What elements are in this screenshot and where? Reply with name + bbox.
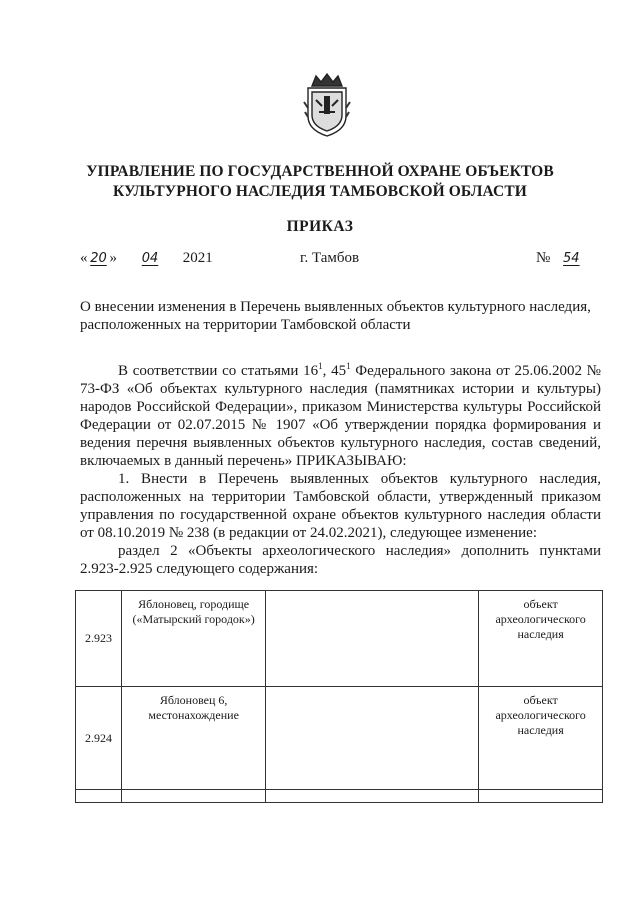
quote-open: «	[80, 250, 88, 266]
table-row-partial	[76, 790, 603, 803]
order-city: г. Тамбов	[300, 250, 360, 266]
handwritten-day: 20	[90, 251, 107, 266]
table-row	[76, 591, 603, 687]
p1-sup-2: 1	[346, 361, 351, 371]
order-subject: О внесении изменения в Перечень выявленных объектов культурного наследия, расположенных на территории Тамбовской области	[80, 299, 591, 333]
object-category: объект археологического наследия	[479, 687, 603, 790]
partial-cell	[76, 790, 122, 803]
order-year: 2021	[182, 250, 213, 266]
partial-cell	[121, 790, 266, 803]
p1-text-c: Федерального закона от 25.06.2002 № 73-ФЗ «Об объектах культурного наследия (памятниках истории и культуры) народов Российской Федерации», приказом Министерства культуры Российской Федерации от 02.07.2015 № 1907 «Об утверждении порядка формирования и ведения перечня выявленных объектов культурного наследия, состав сведений, включаемых в данный перечень» ПРИКАЗЫВАЮ:	[80, 363, 601, 469]
coat-of-arms-emblem	[302, 72, 352, 138]
p1-text-b: , 45	[322, 363, 347, 379]
order-body	[80, 362, 601, 578]
partial-cell	[479, 790, 603, 803]
body-paragraph-1	[80, 362, 601, 470]
quote-close: »	[109, 250, 117, 266]
number-prefix: №	[536, 250, 551, 266]
handwritten-month: 04	[141, 251, 159, 266]
document-title: ПРИКАЗ	[286, 218, 354, 235]
order-number	[536, 250, 588, 267]
partial-cell	[266, 790, 479, 803]
row-number: 2.924	[76, 687, 122, 790]
object-category: объект археологического наследия	[479, 591, 603, 687]
object-empty-cell	[266, 687, 479, 790]
body-paragraph-2: 1. Внести в Перечень выявленных объектов культурного наследия, расположенных на территории Тамбовской области, утвержденный приказом управления по государственной охране объектов культурного наследия области от 08.10.2019 № 238 (в редакции от 24.02.2021), следующее изменение:	[80, 471, 601, 541]
handwritten-number: 54	[563, 251, 580, 266]
agency-line-2: КУЛЬТУРНОГО НАСЛЕДИЯ ТАМБОВСКОЙ ОБЛАСТИ	[113, 183, 527, 200]
objects-table	[75, 590, 603, 803]
object-empty-cell	[266, 591, 479, 687]
object-name: Яблоновец, городище («Матырский городок»)	[121, 591, 266, 687]
body-paragraph-3: раздел 2 «Объекты археологического наследия» дополнить пунктами 2.923-2.925 следующего содержания:	[80, 543, 601, 577]
agency-line-1: УПРАВЛЕНИЕ ПО ГОСУДАРСТВЕННОЙ ОХРАНЕ ОБЪЕКТОВ	[86, 163, 554, 180]
agency-name	[60, 162, 580, 202]
table-row	[76, 687, 603, 790]
p1-sup-1: 1	[318, 361, 323, 371]
p1-text-a: В соответствии со статьями 16	[118, 363, 319, 379]
order-date	[80, 250, 213, 267]
object-name: Яблоновец 6, местонахождение	[121, 687, 266, 790]
row-number: 2.923	[76, 591, 122, 687]
